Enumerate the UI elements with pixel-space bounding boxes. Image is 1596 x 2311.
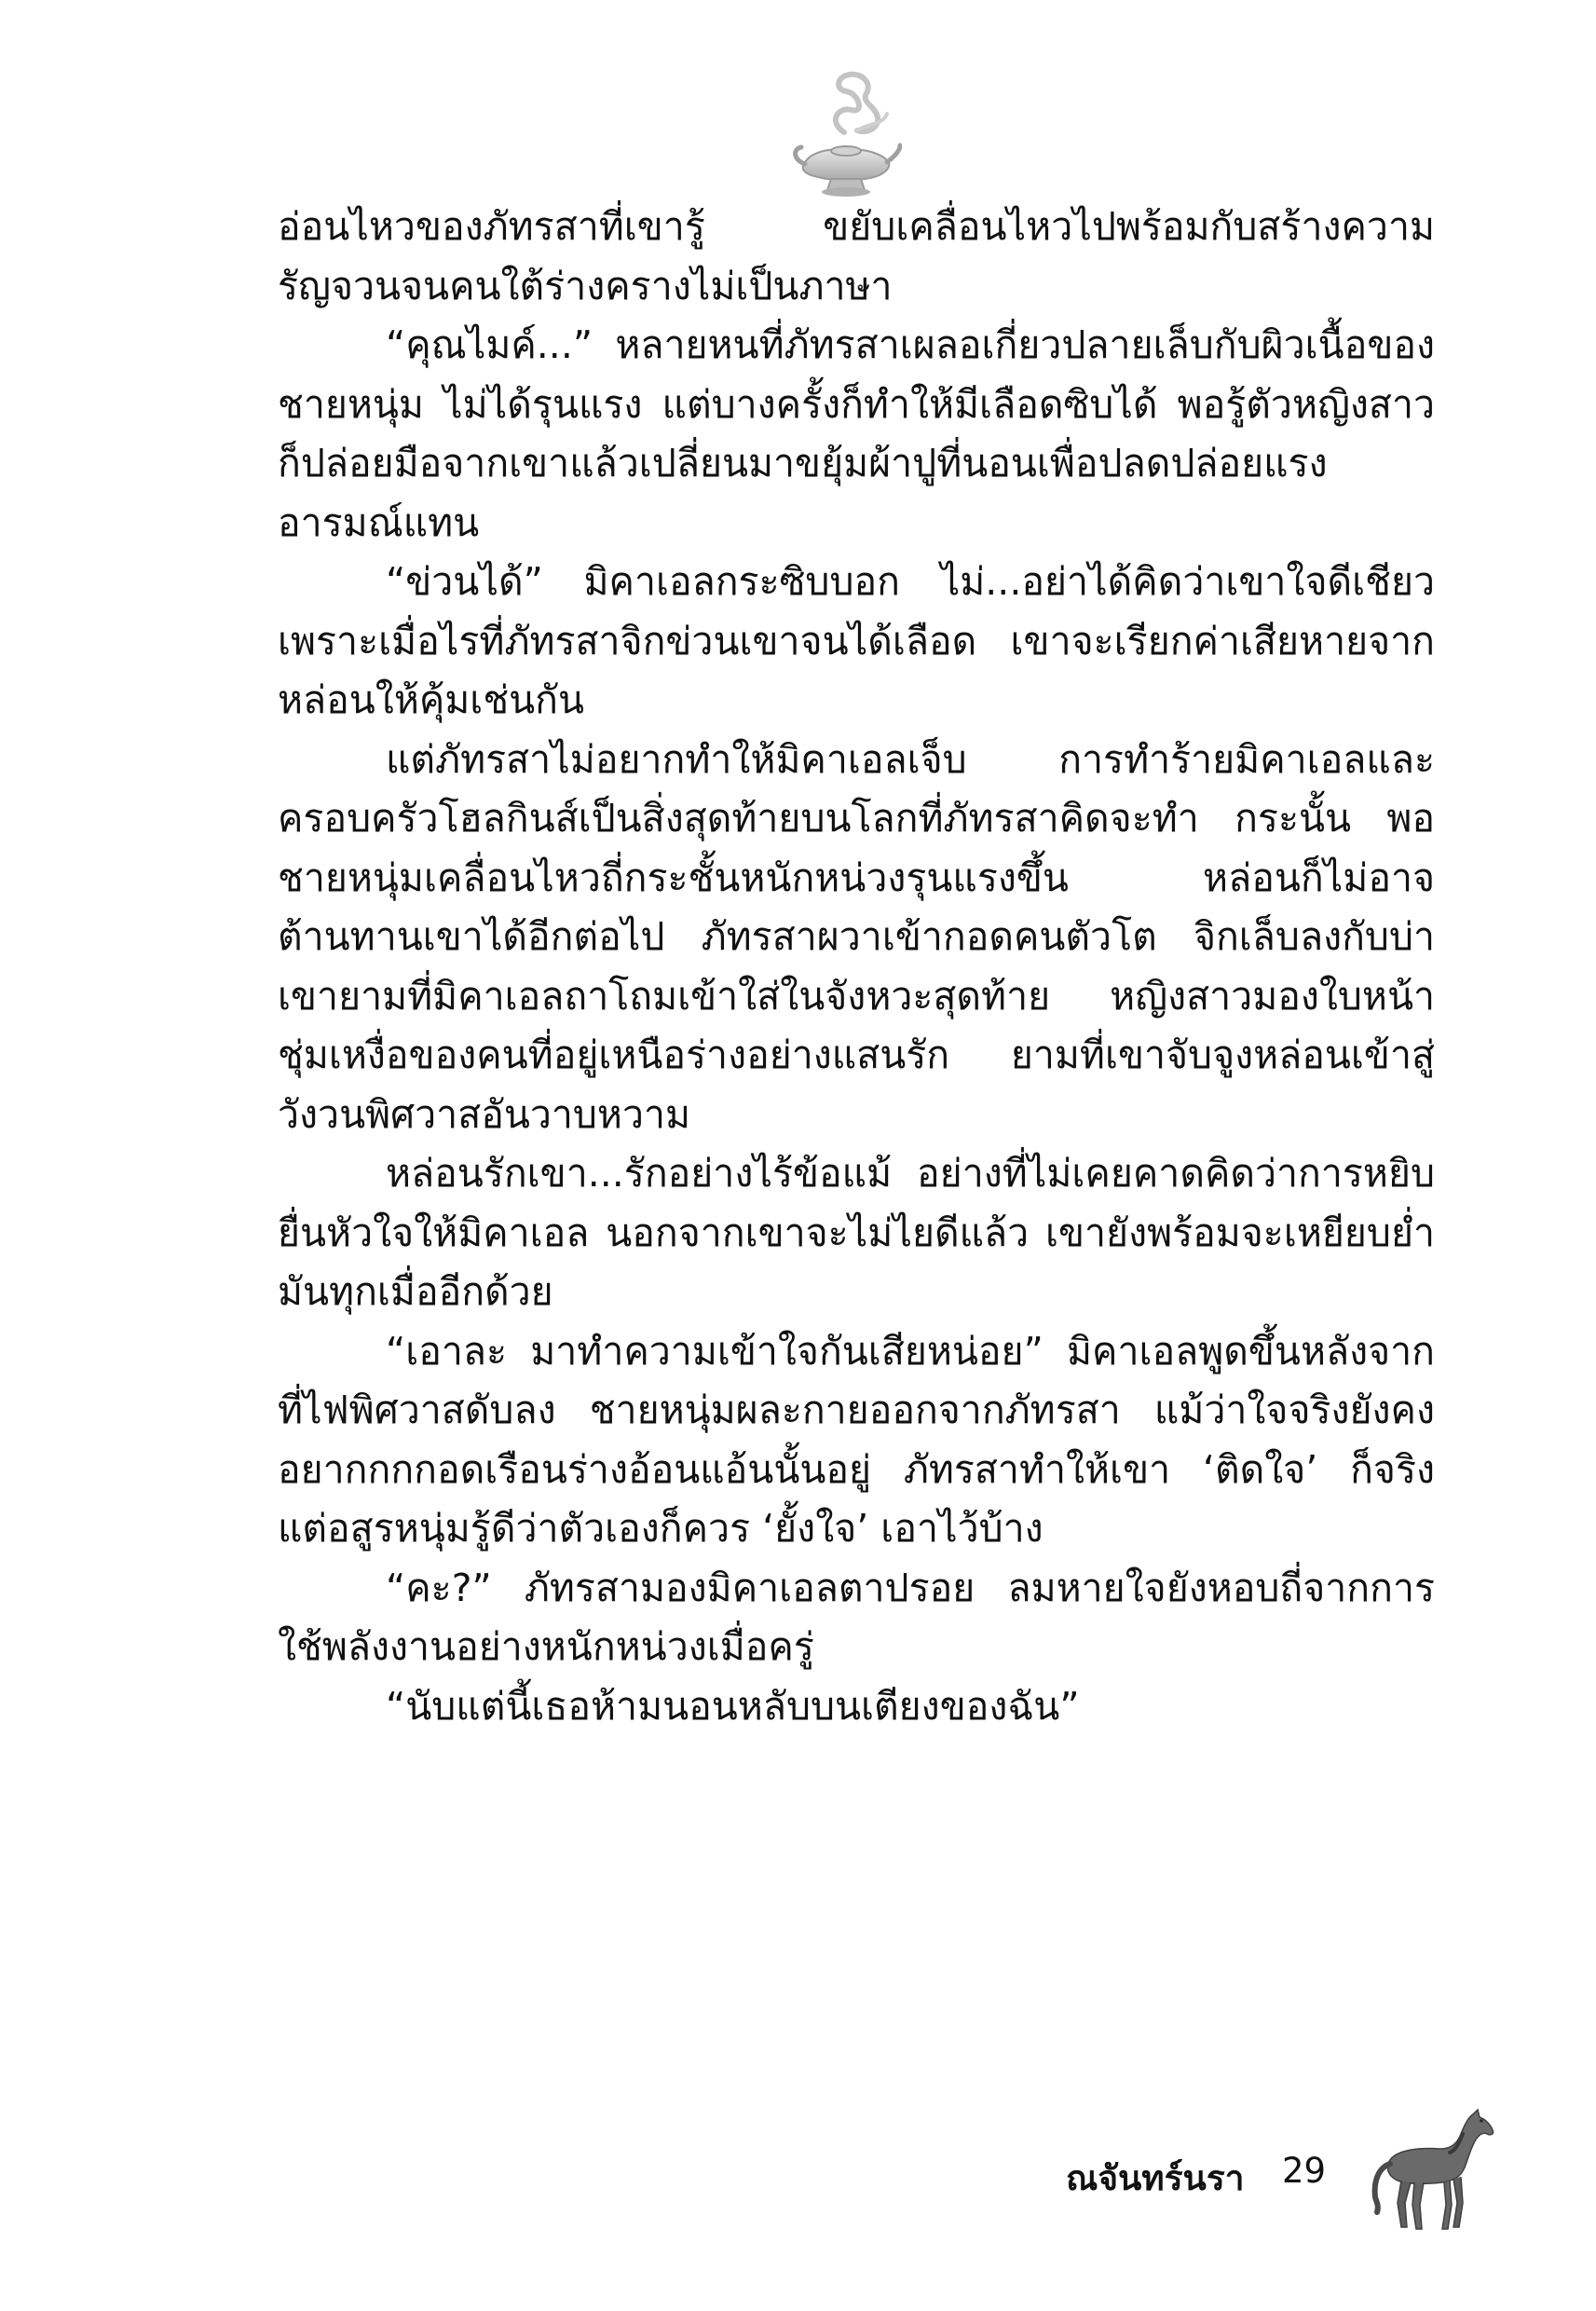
magic-lamp-icon bbox=[790, 65, 902, 205]
horse-icon bbox=[1360, 2106, 1500, 2236]
paragraph-7: “คะ?” ภัทรสามองมิคาเอลตาปรอย ลมหายใจยังหอบถี่จากการใช้พลังงานอย่างหนักหน่วงเมื่อครู่ bbox=[278, 1565, 1435, 1669]
page-footer bbox=[1025, 2106, 1509, 2236]
paragraph-8: “นับแต่นี้เธอห้ามนอนหลับบนเตียงของฉัน” bbox=[386, 1683, 1080, 1729]
paragraph-6: “เอาละ มาทำความเข้าใจกันเสียหน่อย” มิคาเอลพูดขึ้นหลังจากที่ไฟพิศวาสดับลง ชายหนุ่มผละกายออกจากภัทรสา แม้ว่าใจจริงยังคงอยากกกกอดเรือนร่างอ้อนแอ้นนั้นอยู่ ภัทรสาทำให้เขา ‘ติดใจ’ ก็จริง แต่อสูรหนุ่มรู้ดีว่าตัวเองก็ควร ‘ยั้งใจ’ เอาไว้บ้าง bbox=[278, 1328, 1435, 1551]
page-number: 29 bbox=[1282, 2151, 1327, 2191]
paragraph-1: อ่อนไหวของภัทรสาที่เขารู้ ขยับเคลื่อนไหวไปพร้อมกับสร้างความรัญจวนจนคนใต้ร่างครางไม่เป็นภาษา bbox=[278, 204, 1435, 308]
body-text bbox=[278, 198, 1435, 1736]
paragraph-2: “คุณไมค์...” หลายหนที่ภัทรสาเผลอเกี่ยวปลายเล็บกับผิวเนื้อของชายหนุ่ม ไม่ได้รุนแรง แต่บางครั้งก็ทำให้มีเลือดซิบได้ พอรู้ตัวหญิงสาวก็ปล่อยมือจากเขาแล้วเปลี่ยนมาขยุ้มผ้าปูที่นอนเพื่อปลดปล่อยแรงอารมณ์แทน bbox=[278, 322, 1435, 545]
paragraph-5: หล่อนรักเขา...รักอย่างไร้ข้อแม้ อย่างที่ไม่เคยคาดคิดว่าการหยิบยื่นหัวใจให้มิคาเอล นอกจากเขาจะไม่ไยดีแล้ว เขายังพร้อมจะเหยียบย่ำมันทุกเมื่ออีกด้วย bbox=[278, 1151, 1435, 1314]
paragraph-3: “ข่วนได้” มิคาเอลกระซิบบอก ไม่...อย่าได้คิดว่าเขาใจดีเชียว เพราะเมื่อไรที่ภัทรสาจิกข่วนเขาจนได้เลือด เขาจะเรียกค่าเสียหายจากหล่อนให้คุ้มเช่นกัน bbox=[278, 559, 1435, 722]
paragraph-4: แต่ภัทรสาไม่อยากทำให้มิคาเอลเจ็บ การทำร้ายมิคาเอลและครอบครัวโฮลกินส์เป็นสิ่งสุดท้ายบนโลกที่ภัทรสาคิดจะทำ กระนั้น พอชายหนุ่มเคลื่อนไหวถี่กระชั้นหนักหน่วงรุนแรงขึ้น หล่อนก็ไม่อาจต้านทานเขาได้อีกต่อไป ภัทรสาผวาเข้ากอดคนตัวโต จิกเล็บลงกับบ่าเขายามที่มิคาเอลถาโถมเข้าใส่ในจังหวะสุดท้าย หญิงสาวมองใบหน้าชุ่มเหงื่อของคนที่อยู่เหนือร่างอย่างแสนรัก ยามที่เขาจับจูงหล่อนเข้าสู่วังวนพิศวาสอันวาบหวาม bbox=[278, 736, 1435, 1137]
author-name: ณจันทร์นรา bbox=[1066, 2158, 1245, 2198]
